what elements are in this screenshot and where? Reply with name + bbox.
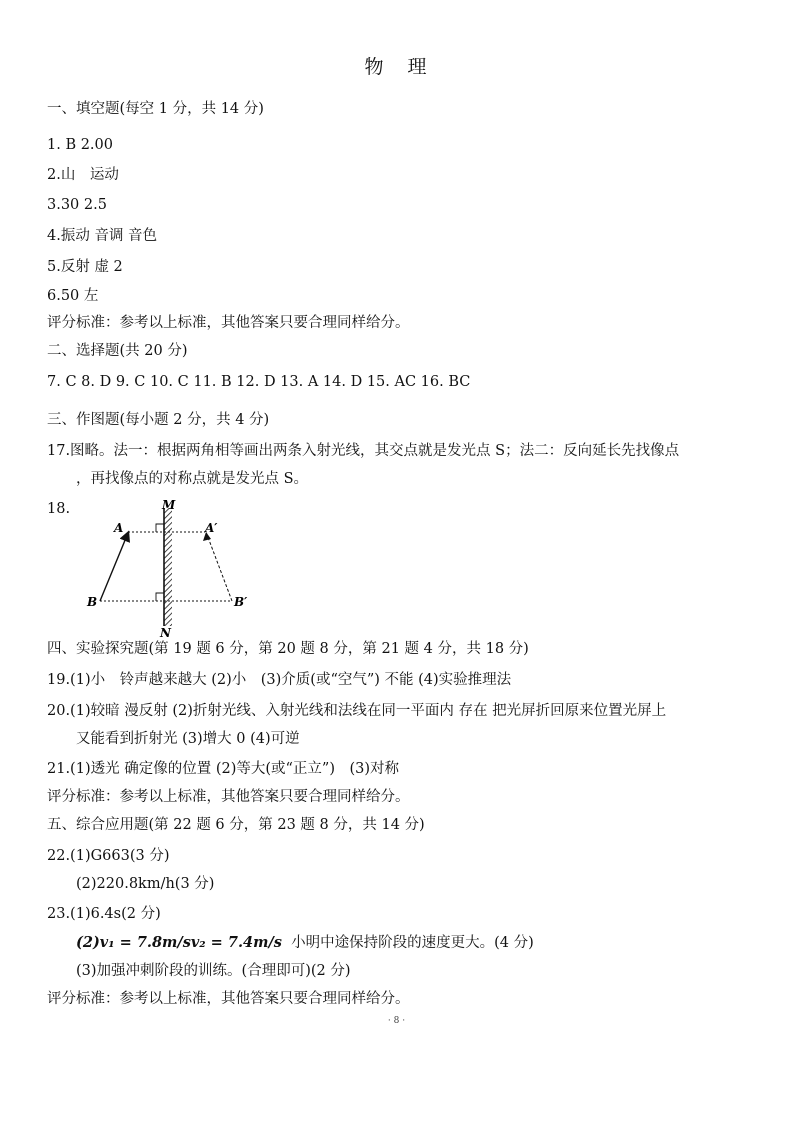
q23-part-2 <box>76 934 534 952</box>
right-angle-mark-bottom <box>156 593 164 601</box>
q20-line-2: 又能看到折射光 (3)增大 0 (4)可逆 <box>76 731 300 747</box>
label-a-prime: A′ <box>205 521 218 535</box>
label-a: A <box>114 521 124 535</box>
section4-heading: 四、实验探究题(第 19 题 6 分，第 20 题 8 分，第 21 题 4 分，共 18 分) <box>47 641 529 657</box>
section3-heading: 三、作图题(每小题 2 分，共 4 分) <box>47 412 270 428</box>
answer-5: 5.反射 虚 2 <box>47 259 123 275</box>
grading-note-3: 评分标准：参考以上标准，其他答案只要合理同样给分。 <box>47 991 410 1007</box>
section5-heading: 五、综合应用题(第 22 题 6 分，第 23 题 8 分，共 14 分) <box>47 817 425 833</box>
choice-answers: 7. C 8. D 9. C 10. C 11. B 12. D 13. A 14. D 15. AC 16. BC <box>47 374 471 390</box>
label-b: B <box>87 595 98 609</box>
grading-note-2: 评分标准：参考以上标准，其他答案只要合理同样给分。 <box>47 789 410 805</box>
q22-part-1: 22.(1)G663(3 分) <box>47 848 170 864</box>
image-line-ab-prime <box>206 532 232 601</box>
page-number: · 8 · <box>387 1016 406 1026</box>
mirror-reflection-diagram <box>80 495 280 643</box>
q22-part-2: (2)220.8km/h(3 分) <box>76 876 215 892</box>
label-b-prime: B′ <box>234 595 248 609</box>
q17-line-1: 17.图略。法一：根据两角相等画出两条入射光线，其交点就是发光点 S；法二：反向延长先找像点 <box>47 443 680 459</box>
q18-label: 18. <box>47 501 71 517</box>
label-m: M <box>162 498 176 512</box>
q23-velocity-formula: (2)v₁ = 7.8m/sv₂ = 7.4m/s <box>76 934 282 951</box>
q21-answer: 21.(1)透光 确定像的位置 (2)等大(或“正立”) (3)对称 <box>47 761 400 777</box>
title-char-2: 理 <box>407 56 429 78</box>
title-char-1: 物 <box>364 56 386 78</box>
right-angle-mark-top <box>156 524 164 532</box>
q20-line-1: 20.(1)较暗 漫反射 (2)折射光线、入射光线和法线在同一平面内 存在 把光屏折回原来位置光屏上 <box>47 703 667 719</box>
q23-part-1: 23.(1)6.4s(2 分) <box>47 906 161 922</box>
section1-heading: 一、填空题(每空 1 分，共 14 分) <box>47 101 264 117</box>
q19-answer: 19.(1)小 铃声越来越大 (2)小 (3)介质(或“空气”) 不能 (4)实验推理法 <box>47 672 512 688</box>
grading-note-1: 评分标准：参考以上标准，其他答案只要合理同样给分。 <box>47 315 410 331</box>
plane-mirror <box>164 508 172 626</box>
answer-2: 2.山 运动 <box>47 167 119 183</box>
q23-part-2-text: 小明中途保持阶段的速度更大。(4 分) <box>291 935 534 951</box>
answer-6: 6.50 左 <box>47 288 99 304</box>
q17-line-2: ，再找像点的对称点就是发光点 S。 <box>76 471 309 487</box>
page-title <box>0 52 793 79</box>
object-arrow-ab <box>100 533 128 601</box>
answer-4: 4.振动 音调 音色 <box>47 228 158 244</box>
q23-part-3: (3)加强冲刺阶段的训练。(合理即可)(2 分) <box>76 963 351 979</box>
section2-heading: 二、选择题(共 20 分) <box>47 343 188 359</box>
label-n: N <box>160 626 171 640</box>
answer-1: 1. B 2.00 <box>47 137 113 153</box>
answer-3: 3.30 2.5 <box>47 197 107 213</box>
